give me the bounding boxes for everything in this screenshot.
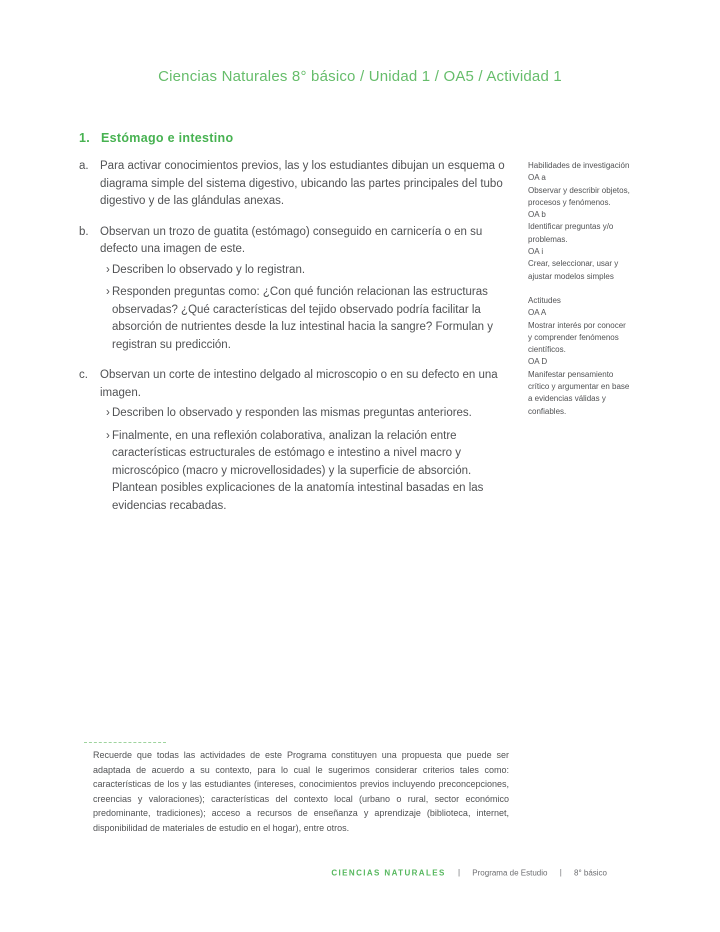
activity-label-b: b.: [79, 225, 89, 238]
oa-text: Manifestar pensamiento crítico y argumentar en base a evidencias válidas y confiables.: [528, 369, 630, 416]
oa-text: Identificar preguntas y/o problemas.: [528, 222, 614, 244]
section-heading: [79, 131, 509, 145]
footnote: [84, 742, 512, 836]
footer-brand: CIENCIAS NATURALES: [331, 868, 446, 878]
oa-code: OA D: [528, 357, 548, 367]
oa-text: Crear, seleccionar, usar y ajustar modelos simples: [528, 259, 619, 281]
footer-separator: |: [457, 868, 461, 878]
sidebar-section-habilidades: [528, 160, 630, 283]
activity-item-b: [79, 224, 509, 355]
sidebar-entry: [528, 307, 630, 356]
footer-program: Programa de Estudio: [472, 868, 548, 878]
sidebar-entry: [528, 172, 630, 209]
oa-text: Mostrar interés por conocer y comprender fenómenos científicos.: [528, 320, 626, 355]
sub-bullet: [106, 284, 509, 354]
oa-code: OA i: [528, 247, 544, 257]
activity-label-c: c.: [79, 369, 88, 381]
sidebar-entry: [528, 246, 630, 283]
activity-body-b: [100, 224, 509, 355]
activity-body-a: [100, 158, 509, 211]
bullet-marker: ›: [106, 429, 110, 442]
sub-bullet-text: Describen lo observado y lo registran.: [112, 263, 306, 276]
bullet-marker: ›: [106, 407, 110, 419]
footnote-divider: [84, 742, 166, 743]
sidebar-heading: Habilidades de investigación: [528, 161, 630, 170]
activity-text-c: Observan un corte de intestino delgado al microscopio o en su defecto en una imagen.: [100, 369, 498, 399]
section-title: Estómago e intestino: [101, 131, 234, 145]
sidebar-entry: [528, 209, 630, 246]
bullet-marker: ›: [106, 263, 110, 276]
margin-notes: [528, 160, 630, 418]
sub-bullet-text: Describen lo observado y responden las mismas preguntas anteriores.: [112, 407, 472, 419]
oa-text: Observar y describir objetos, procesos y fenómenos.: [528, 185, 630, 207]
page-footer: [331, 868, 607, 877]
main-content: [79, 131, 509, 528]
sub-bullet: [106, 262, 509, 280]
activity-item-c: [79, 367, 509, 515]
activity-body-c: [100, 367, 509, 515]
activity-text-a: Para activar conocimientos previos, las y los estudiantes dibujan un esquema o diagrama simple del sistema digestivo, ubicando las partes principales del tubo digestivo y de las glándulas anexas.: [100, 160, 505, 207]
sub-bullet-text: Finalmente, en una reflexión colaborativa, analizan la relación entre características estructurales de estómago e intestino a nivel macro y microscópico (macro y microvellosidades) y la superficie de absorción. Plantean posibles explicaciones de la anatomía intestinal basadas en las evidencias recabadas.: [112, 429, 484, 512]
sub-bullet: [106, 405, 509, 423]
footer-grade: 8° básico: [574, 868, 607, 878]
activity-label-a: a.: [79, 160, 89, 172]
footnote-text: Recuerde que todas las actividades de este Programa constituyen una propuesta que puede ser adaptada de acuerdo a su contexto, para lo cual le sugerimos considerar criterios tales como: características de los y las estudiantes (intereses, conocimientos previos incluyendo preconcepciones, creencias y valoraciones); características del contexto local (urbano o rural, sector económico predominante, tradiciones); acceso a recursos de enseñanza y aprendizaje (biblioteca, internet, disponibilidad de materiales de estudio en el hogar), entre otros.: [93, 750, 509, 833]
bullet-marker: ›: [106, 286, 110, 298]
sub-bullet: [106, 428, 509, 516]
sidebar-section-actitudes: [528, 295, 630, 418]
oa-code: OA b: [528, 210, 546, 220]
oa-code: OA a: [528, 173, 546, 183]
activity-text-b: Observan un trozo de guatita (estómago) conseguido en carnicería o en su defecto una imagen de este.: [100, 225, 483, 255]
sidebar-entry: [528, 356, 630, 417]
footer-separator: |: [559, 868, 562, 878]
oa-code: OA A: [528, 308, 547, 318]
sidebar-heading: Actitudes: [528, 295, 561, 305]
page-title: Ciencias Naturales 8° básico / Unidad 1 / OA5 / Actividad 1: [158, 68, 562, 85]
sub-bullet-text: Responden preguntas como: ¿Con qué función relacionan las estructuras observadas? ¿Qué características del tejido observado podría facilitar la absorción de nutrientes desde la luz intestinal hacia la sangre? Formulan y registran su predicción.: [112, 286, 493, 351]
activity-item-a: [79, 158, 509, 211]
section-number: 1.: [79, 131, 91, 145]
